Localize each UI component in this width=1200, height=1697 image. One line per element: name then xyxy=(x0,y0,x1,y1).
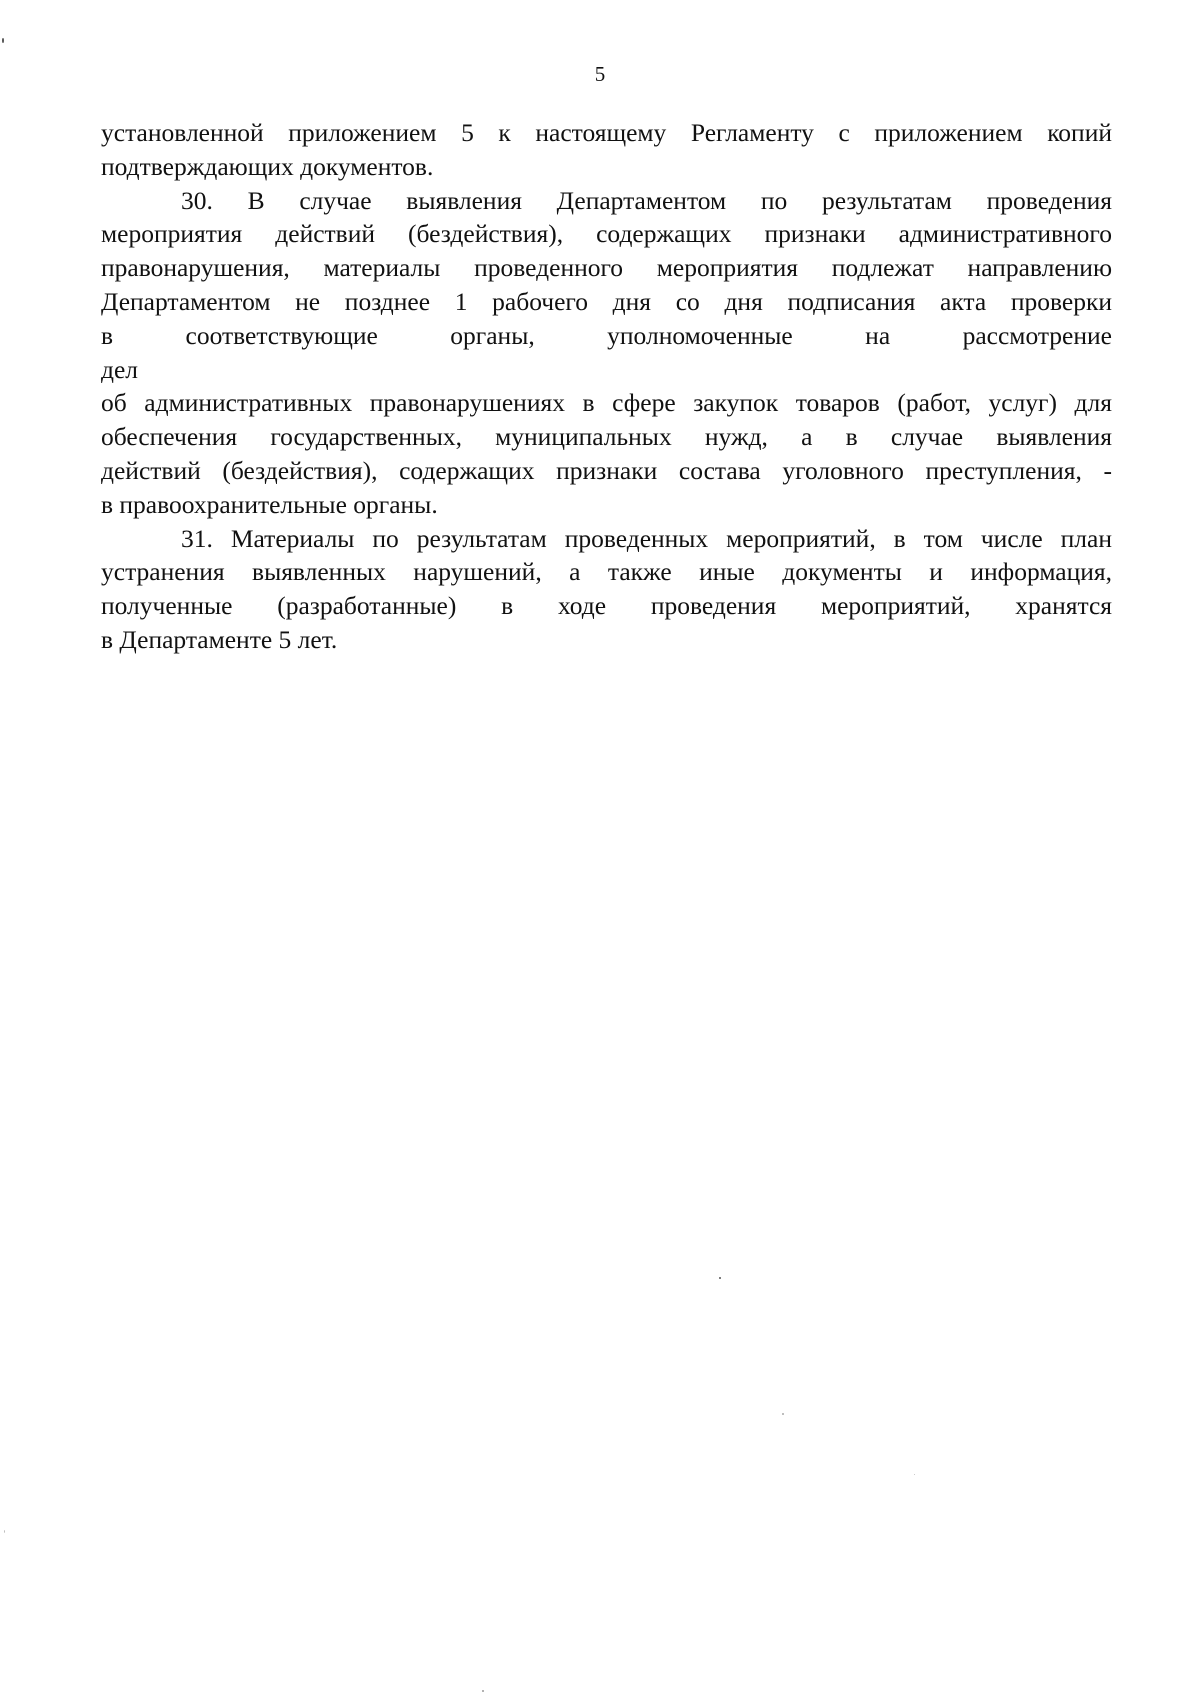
text-line: правонарушения, материалы проведенного мероприятия подлежат направлению xyxy=(101,253,1112,283)
paragraph-continuation xyxy=(101,116,1112,184)
text-line: 31. Материалы по результатам проведенных мероприятий, в том числе план xyxy=(181,523,1112,553)
scan-speck xyxy=(914,1474,915,1475)
scan-speck xyxy=(2,38,4,43)
text-line: полученные (разработанные) в ходе проведения мероприятий, хранятся xyxy=(101,591,1112,621)
scan-speck xyxy=(782,1413,784,1415)
text-line: действий (бездействия), содержащих признаки состава уголовного преступления, - xyxy=(101,455,1112,485)
text-line: в соответствующие органы, уполномоченные на рассмотрение дел xyxy=(101,320,1112,384)
text-line: 30. В случае выявления Департаментом по результатам проведения xyxy=(181,185,1112,215)
text-line: мероприятия действий (бездействия), содержащих признаки административного xyxy=(101,219,1112,249)
text-line: устранения выявленных нарушений, а также иные документы и информация, xyxy=(101,557,1112,587)
document-body xyxy=(101,116,1112,657)
paragraph-30 xyxy=(101,184,1112,522)
scan-speck xyxy=(4,1530,5,1533)
text-line: Департаментом не позднее 1 рабочего дня со дня подписания акта проверки xyxy=(101,286,1112,316)
paragraph-31 xyxy=(101,522,1112,657)
text-line: в правоохранительные органы. xyxy=(101,489,438,519)
text-line: в Департаменте 5 лет. xyxy=(101,624,338,654)
text-line: об административных правонарушениях в сфере закупок товаров (работ, услуг) для xyxy=(101,388,1112,418)
page-number: 5 xyxy=(594,62,606,86)
text-line: установленной приложением 5 к настоящему Регламенту с приложением копий xyxy=(101,118,1112,147)
text-line: подтверждающих документов. xyxy=(101,151,434,181)
scan-speck xyxy=(482,1690,484,1692)
scan-speck xyxy=(719,1277,721,1279)
text-line: обеспечения государственных, муниципальных нужд, а в случае выявления xyxy=(101,422,1112,452)
